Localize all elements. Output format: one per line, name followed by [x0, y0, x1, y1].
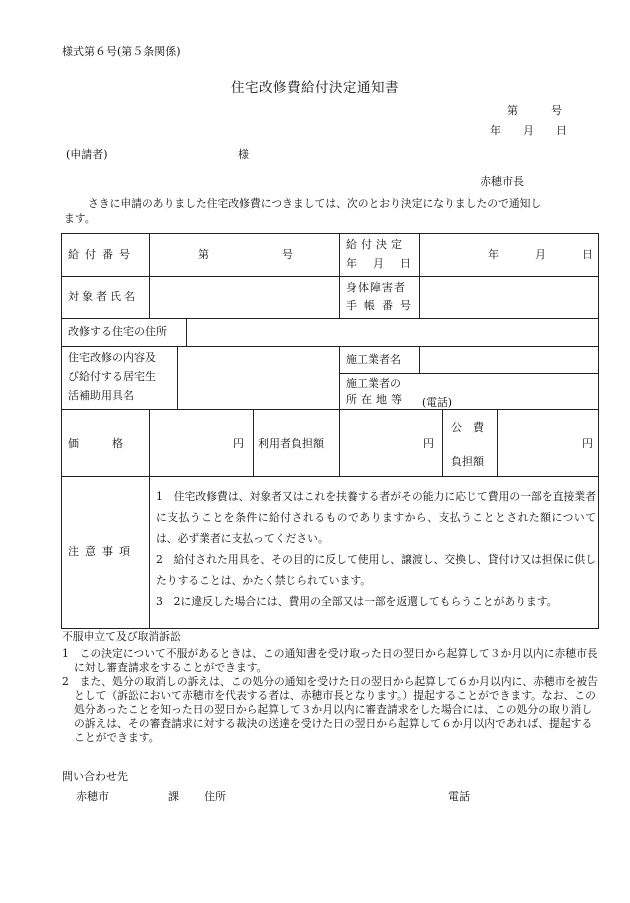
appeal-heading: 不服申立て及び取消訴訟: [62, 630, 181, 643]
notice-item-1: 1 住宅改修費は、対象者又はこれを扶養する者がその能力に応じて費用の一部を直接業者に支払うことを条件に給付されるものでありますから、支払うこととされた額については、必ず業者に支払ってください。: [156, 490, 596, 545]
appeal-item-2: 2 また、処分の取消しの訴えは、この処分の通知を受けた日の翌日から起算して６か月以内に、赤穂市を被告として（訴訟において赤穂市を代表する者は、赤穂市長となります。）提起することができます。なお、この処分あったことを知った日の翌日から起算して３か月以内に審査請求をした場合には、この処分の取り消しの訴えは、その審査請求に対する裁決の送達を受けた日の翌日から起算して６か月以内であれば、提起することができます。: [62, 675, 598, 744]
notice-item-2: 2 給付された用具を、その目的に反して使用し、譲渡し、交換し、貸付け又は担保に供したりすることは、かたく禁じられています。: [156, 553, 596, 587]
appeal-items: [62, 647, 602, 745]
user-burden-label: 利用者負担額: [258, 437, 324, 450]
issuer: 赤穂市長: [480, 175, 524, 188]
contact-heading: 問い合わせ先: [62, 770, 128, 783]
public-burden-label-1: 公 費: [451, 421, 484, 434]
subject-name-label: 対象者氏名: [68, 290, 138, 303]
user-burden-yen: 円: [423, 437, 434, 450]
phone-label: (電話): [422, 396, 453, 409]
applicant-honorific: 様: [238, 148, 249, 161]
appeal-item-1: 1 この決定について不服があるときは、この通知書を受け取った日の翌日から起算して３か月以内に赤穂市長に対し審査請求をすることができます。: [62, 647, 598, 674]
decision-date-day: 日: [582, 248, 593, 261]
disability-label-2: 手帳番号: [346, 299, 418, 312]
notice-text: [156, 486, 596, 612]
price-label: 価 格: [68, 437, 123, 450]
address-label: 改修する住宅の住所: [68, 325, 167, 338]
decision-date-label-1: 給付決定: [346, 238, 406, 251]
contractor-addr-label-2: 所在地等: [346, 393, 406, 406]
decision-date-label-2: 年月日: [346, 257, 427, 270]
form-number: 様式第６号(第５条関係): [62, 45, 181, 58]
public-burden-yen: 円: [582, 437, 593, 450]
public-burden-label-2: 負担額: [451, 455, 484, 468]
notice-item-3: 3 2に違反した場合には、費用の全部又は一部を返還してもらうことがあります。: [156, 595, 558, 608]
grant-number-label-text: 給付番号: [68, 248, 136, 261]
contractor-addr-label-1: 施工業者の: [346, 377, 401, 390]
content-label-2: び給付する居宅生: [68, 370, 156, 383]
document-number: 第 号: [507, 104, 562, 117]
content-label-1: 住宅改修の内容及: [68, 351, 156, 364]
grant-number-go: 号: [282, 248, 293, 261]
document-date: 年 月 日: [490, 124, 567, 137]
disability-label-1: 身体障害者: [346, 281, 406, 294]
contact-city: 赤穂市: [76, 790, 109, 803]
document-title: 住宅改修費給付決定通知書: [231, 80, 399, 96]
intro-text-2: ます。: [64, 212, 96, 225]
contact-address-label: 住所: [204, 790, 226, 803]
grant-number-dai: 第: [198, 248, 209, 261]
decision-date-year: 年: [488, 248, 499, 261]
grant-number-label: [68, 248, 142, 261]
contact-phone-label: 電話: [448, 790, 470, 803]
notice-label: 注意事項: [68, 545, 136, 558]
content-label-3: 活補助用具名: [68, 389, 134, 402]
intro-text: さきに申請のありました住宅改修費につきましては、次のとおり決定になりましたので通知し: [88, 197, 542, 210]
applicant-label: (申請者): [66, 148, 108, 161]
contractor-name-label: 施工業者名: [346, 353, 401, 366]
decision-date-month: 月: [535, 248, 546, 261]
contact-section: 課: [168, 790, 179, 803]
price-yen: 円: [233, 437, 244, 450]
